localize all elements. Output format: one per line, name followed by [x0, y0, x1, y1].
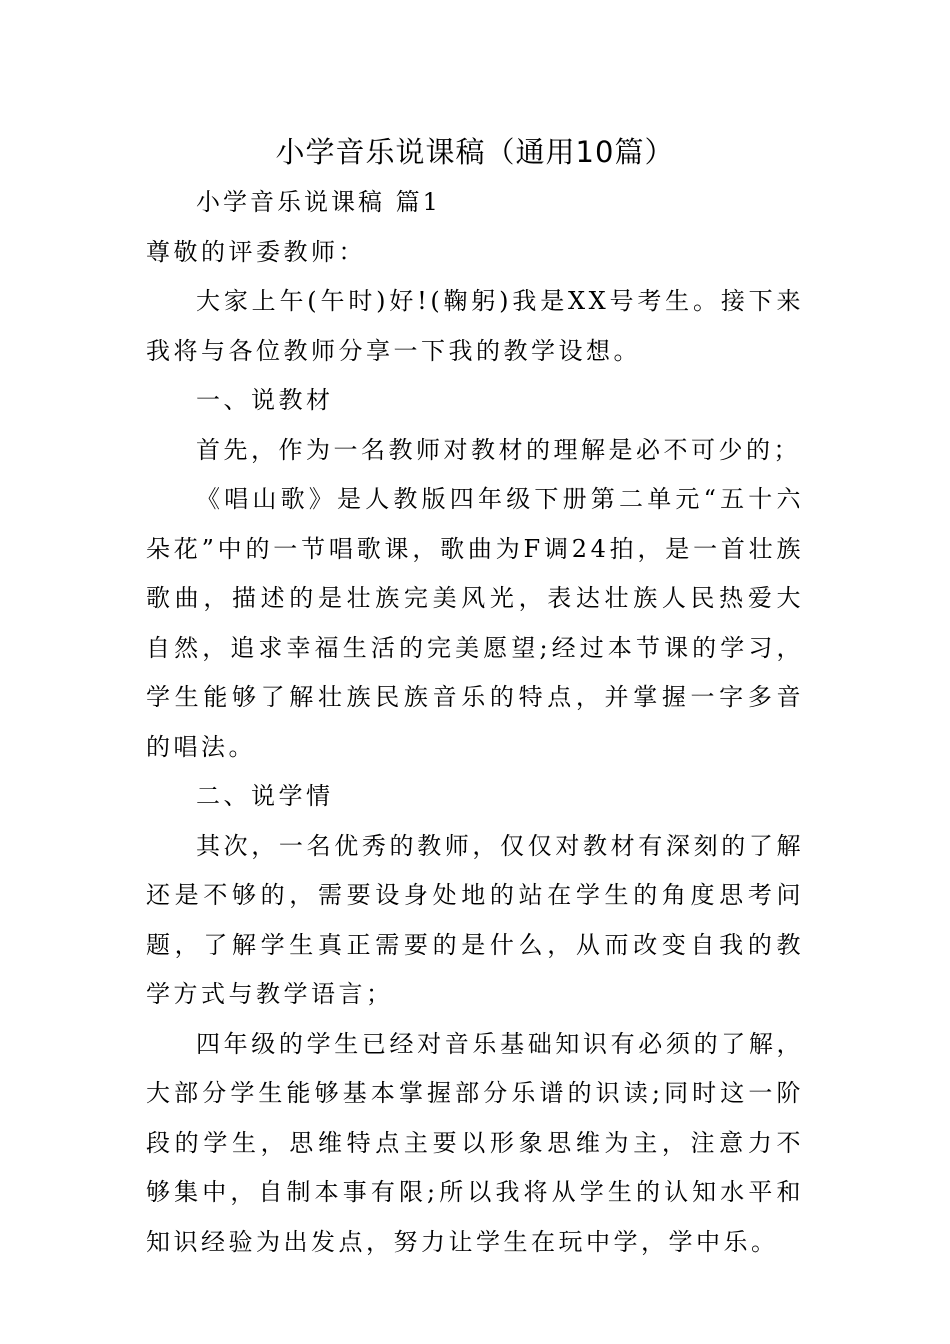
- paragraph-students-detail: 四年级的学生已经对音乐基础知识有必须的了解，大部分学生能够基本掌握部分乐谱的识读;同时这一阶段的学生，思维特点主要以形象思维为主，注意力不够集中，自制本事有限;所以我将从学生的认知水平和知识经验为出发点，努力让学生在玩中学，学中乐。: [146, 1029, 804, 1256]
- heading-textbook: 一、说教材: [196, 386, 334, 414]
- paragraph-textbook-intro: 首先，作为一名教师对教材的理解是必不可少的；: [196, 435, 801, 464]
- section-heading-part-1: 小学音乐说课稿 篇1: [196, 188, 441, 216]
- paragraph-greeting: 大家上午(午时)好!(鞠躬)我是XX号考生。接下来我将与各位教师分享一下我的教学设想。: [146, 287, 804, 365]
- salutation: 尊敬的评委教师：: [146, 237, 366, 266]
- heading-students: 二、说学情: [196, 782, 334, 810]
- document-title: 小学音乐说课稿（通用10篇）: [275, 135, 675, 169]
- paragraph-textbook-detail: 《唱山歌》是人教版四年级下册第二单元“五十六朵花”中的一节唱歌课，歌曲为F调24拍，是一首壮族歌曲，描述的是壮族完美风光，表达壮族人民热爱大自然，追求幸福生活的完美愿望;经过本节课的学习，学生能够了解壮族民族音乐的特点，并掌握一字多音的唱法。: [146, 485, 804, 761]
- paragraph-students-intro: 其次，一名优秀的教师，仅仅对教材有深刻的了解还是不够的，需要设身处地的站在学生的角度思考问题，了解学生真正需要的是什么，从而改变自我的教学方式与教学语言；: [146, 831, 804, 1008]
